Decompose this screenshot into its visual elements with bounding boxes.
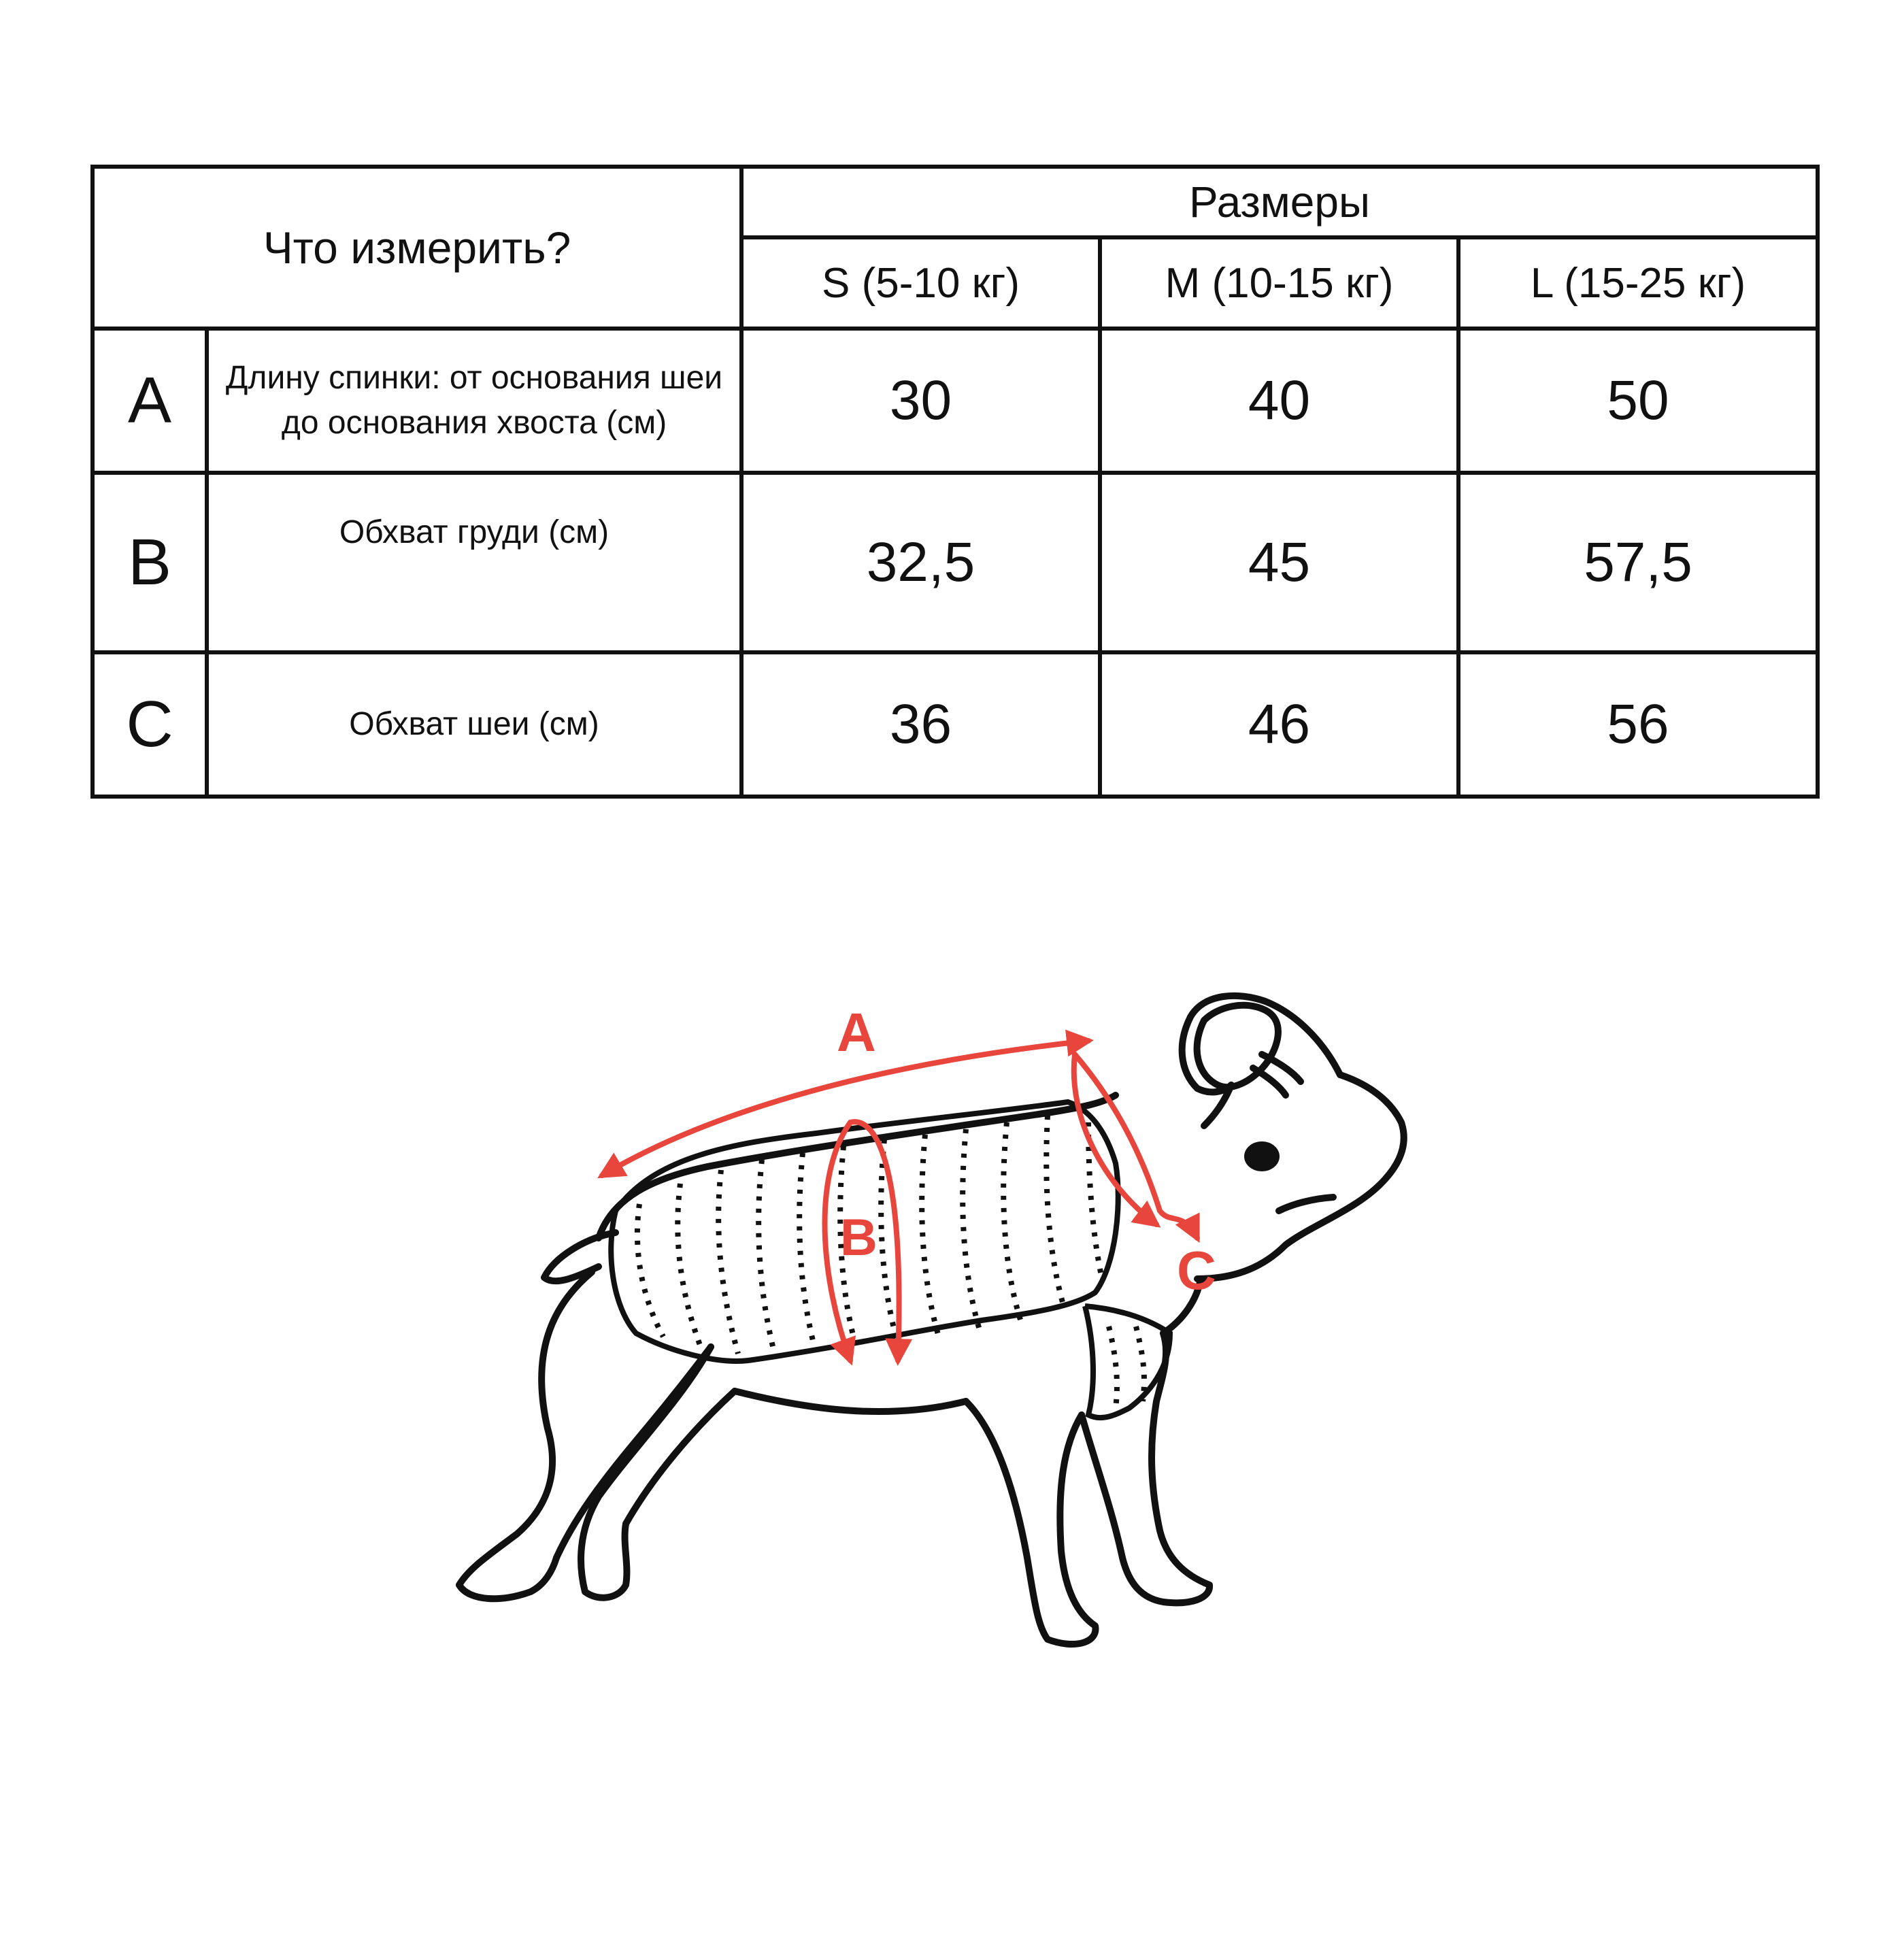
dog-measurement-diagram: [0, 884, 1904, 1769]
sizes-header: Размеры: [741, 167, 1818, 237]
arrow-c-lower: [1074, 1054, 1156, 1224]
row-description-b: Обхват груди (см): [207, 473, 741, 652]
size-l-header: L (15-25 кг): [1458, 237, 1818, 329]
label-a: A: [837, 1002, 876, 1063]
size-chart-table: [90, 165, 1820, 799]
value-b-l: 57,5: [1458, 473, 1818, 652]
size-m-header: M (10-15 кг): [1100, 237, 1458, 329]
size-s-header: S (5-10 кг): [741, 237, 1100, 329]
value-c-m: 46: [1100, 652, 1458, 797]
row-code-c: C: [93, 652, 207, 797]
table-row: [93, 329, 1818, 473]
what-to-measure-header: Что измерить?: [93, 167, 741, 329]
row-code-b: B: [93, 473, 207, 652]
value-a-l: 50: [1458, 329, 1818, 473]
table-row: [93, 473, 1818, 652]
nose-icon: [1244, 1141, 1280, 1171]
value-b-m: 45: [1100, 473, 1458, 652]
table-row: [93, 652, 1818, 797]
row-code-a: A: [93, 329, 207, 473]
value-a-m: 40: [1100, 329, 1458, 473]
label-c: C: [1177, 1240, 1216, 1301]
label-b: B: [840, 1209, 878, 1267]
value-c-l: 56: [1458, 652, 1818, 797]
value-b-s: 32,5: [741, 473, 1100, 652]
row-description-a: Длину спинки: от основания шеи до основания хвоста (см): [207, 329, 741, 473]
value-c-s: 36: [741, 652, 1100, 797]
measurement-arrows: [602, 1041, 1197, 1360]
jacket-stitching: [637, 1116, 1144, 1408]
value-a-s: 30: [741, 329, 1100, 473]
row-description-c: Обхват шеи (см): [207, 652, 741, 797]
dog-illustration: [0, 884, 1904, 1769]
